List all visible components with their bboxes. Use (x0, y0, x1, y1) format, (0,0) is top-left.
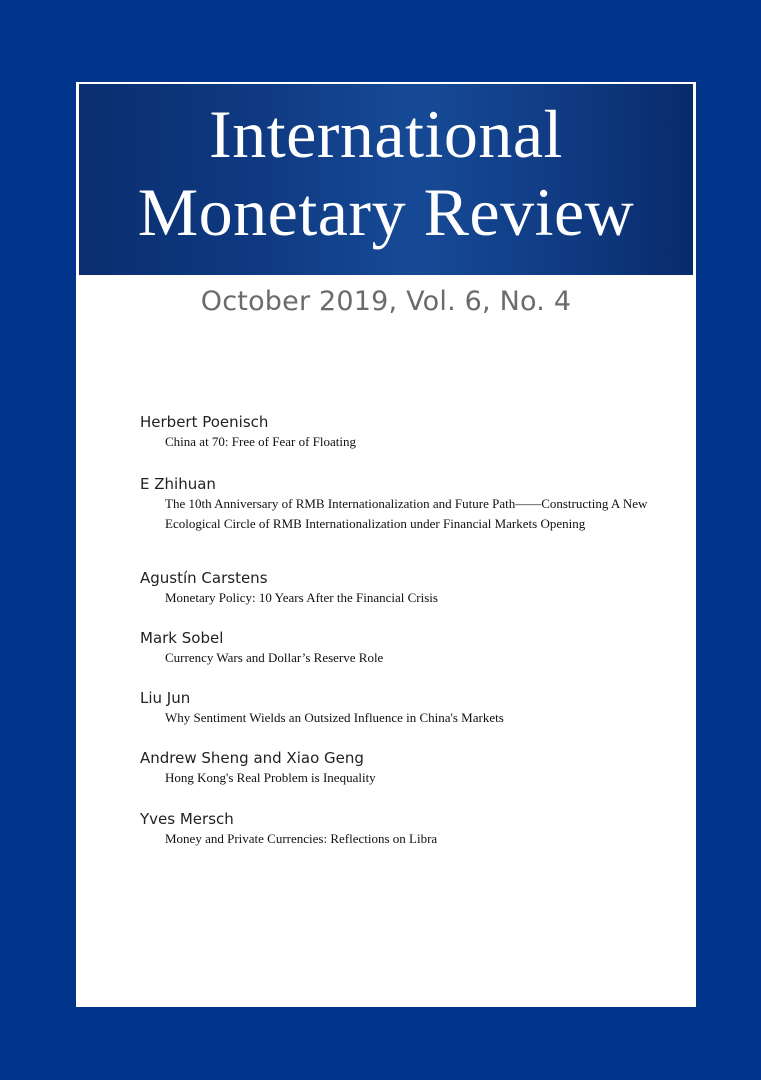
article-title: The 10th Anniversary of RMB Internationalization and Future Path——Constructing A New Ecological Circle of RMB Internationalization under Financial Markets Opening (165, 496, 648, 531)
article-author: Yves Mersch (140, 810, 234, 828)
article-author: Andrew Sheng and Xiao Geng (140, 749, 364, 767)
article-title: Hong Kong's Real Problem is Inequality (165, 770, 376, 785)
article-author: Liu Jun (140, 689, 191, 707)
journal-title-line-1: International (209, 96, 563, 172)
journal-title-line-2: Monetary Review (137, 174, 635, 250)
toc-entry (140, 628, 680, 668)
toc-entry (140, 568, 680, 608)
toc-entry (140, 688, 680, 728)
masthead (79, 84, 693, 275)
article-author: Agustín Carstens (140, 569, 268, 587)
toc-entry (140, 474, 680, 534)
article-author: E Zhihuan (140, 475, 216, 493)
article-title: China at 70: Free of Fear of Floating (165, 434, 356, 449)
toc-entry (140, 809, 680, 849)
toc-entry (140, 412, 680, 452)
issue-info: October 2019, Vol. 6, No. 4 (200, 286, 572, 317)
article-author: Mark Sobel (140, 629, 224, 647)
article-title: Monetary Policy: 10 Years After the Financial Crisis (165, 590, 438, 605)
article-title: Money and Private Currencies: Reflections on Libra (165, 831, 438, 846)
article-title: Why Sentiment Wields an Outsized Influence in China's Markets (165, 710, 504, 725)
article-author: Herbert Poenisch (140, 413, 269, 431)
cover-page (76, 82, 696, 1007)
toc-entry (140, 748, 680, 788)
article-title: Currency Wars and Dollar’s Reserve Role (165, 650, 384, 665)
